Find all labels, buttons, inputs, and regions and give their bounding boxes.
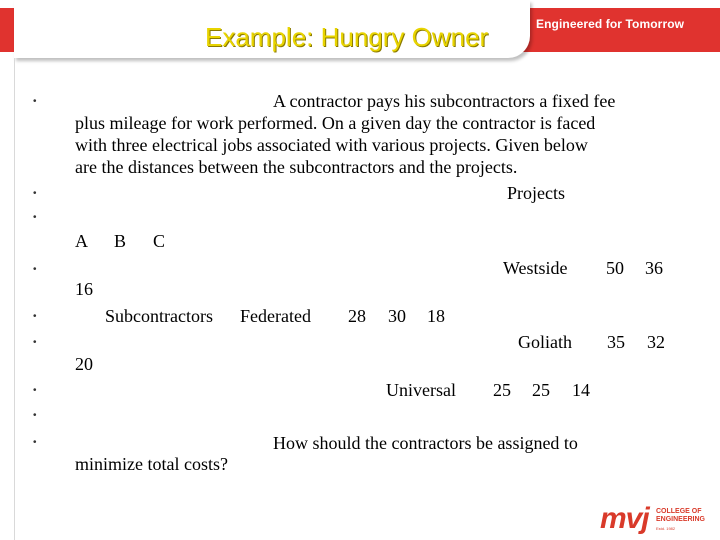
projects-label: Projects — [507, 183, 565, 203]
question-line: How should the contractors be assigned to — [273, 433, 578, 453]
column-header-b: B — [114, 231, 127, 251]
cell-federated-a: 28 — [348, 306, 366, 326]
cell-westside-b: 36 — [645, 258, 663, 278]
question-line: minimize total costs? — [75, 454, 228, 474]
cell-federated-c: 18 — [427, 306, 445, 326]
intro-line: plus mileage for work performed. On a given day the contractor is faced — [75, 113, 596, 133]
cell-goliath-c: 20 — [75, 354, 93, 374]
bullet: • — [33, 188, 37, 199]
bullet: • — [33, 212, 37, 223]
cell-goliath-b: 32 — [647, 332, 665, 352]
cell-westside-c: 16 — [75, 279, 93, 299]
bullet: • — [33, 311, 37, 322]
cell-federated-b: 30 — [388, 306, 406, 326]
bullet: • — [33, 96, 37, 107]
logo-subline: Estd. 1982 — [656, 526, 676, 531]
intro-line: with three electrical jobs associated with various projects. Given below — [75, 135, 588, 155]
cell-universal-c: 14 — [572, 380, 590, 400]
column-header-c: C — [153, 231, 166, 251]
logo-text: COLLEGE OF ENGINEERING — [656, 508, 706, 523]
slide-title: Example: Hungry Owner — [205, 22, 489, 52]
bullet: • — [33, 385, 37, 396]
intro-line: A contractor pays his subcontractors a fixed fee — [273, 91, 616, 111]
bullet: • — [33, 264, 37, 275]
bullet: • — [33, 410, 37, 421]
row-name-westside: Westside — [503, 258, 568, 278]
left-divider — [14, 58, 15, 540]
cell-goliath-a: 35 — [607, 332, 625, 352]
cell-westside-a: 50 — [606, 258, 624, 278]
column-header-a: A — [75, 231, 88, 251]
bullet: • — [33, 437, 37, 448]
college-logo — [600, 502, 712, 536]
cell-universal-a: 25 — [493, 380, 511, 400]
row-name-federated: Federated — [240, 306, 311, 326]
bullet: • — [33, 337, 37, 348]
row-name-universal: Universal — [386, 380, 456, 400]
logo-mark: mvj — [600, 502, 649, 535]
intro-line: are the distances between the subcontractors and the projects. — [75, 157, 518, 177]
row-name-goliath: Goliath — [518, 332, 572, 352]
header-tagline: Engineered for Tomorrow — [536, 17, 685, 31]
cell-universal-b: 25 — [532, 380, 550, 400]
row-group-label: Subcontractors — [105, 306, 213, 326]
